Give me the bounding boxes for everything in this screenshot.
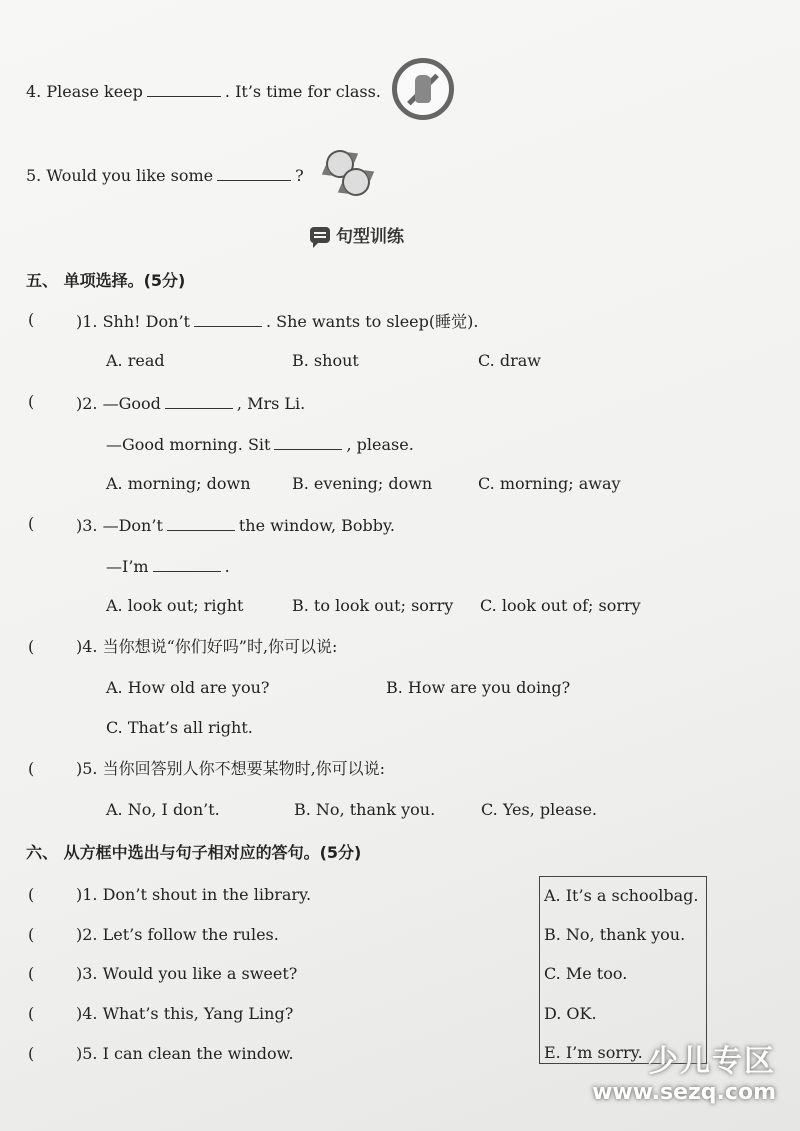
watermark bbox=[592, 1036, 776, 1105]
option-b[interactable]: B. to look out; sorry bbox=[292, 596, 454, 615]
option-a[interactable]: A. How old are you? bbox=[106, 678, 270, 697]
section-6-heading: 六、 从方框中选出与句子相对应的答句。(5分) bbox=[26, 843, 362, 862]
watermark-url: www.sezq.com bbox=[592, 1080, 776, 1105]
answer-paren[interactable]: ( bbox=[28, 514, 35, 533]
mc-question-2: )2. —Good , Mrs Li. bbox=[76, 394, 306, 413]
answer-blank[interactable] bbox=[217, 164, 291, 181]
option-c[interactable]: C. morning; away bbox=[478, 474, 621, 493]
section-5-heading: 五、 单项选择。(5分) bbox=[26, 271, 186, 290]
match-question-1: )1. Don’t shout in the library. bbox=[76, 885, 312, 904]
option-c[interactable]: C. look out of; sorry bbox=[480, 596, 641, 615]
option-a[interactable]: A. No, I don’t. bbox=[106, 800, 220, 819]
option-c[interactable]: C. That’s all right. bbox=[106, 718, 253, 737]
match-question-2: )2. Let’s follow the rules. bbox=[76, 925, 279, 944]
banner-label: 句型训练 bbox=[336, 227, 404, 247]
mc-question-3-line2: —I’m . bbox=[106, 557, 230, 576]
answer-a: A. It’s a schoolbag. bbox=[544, 886, 699, 905]
answer-paren[interactable]: ( bbox=[28, 759, 35, 778]
match-question-4: )4. What’s this, Yang Ling? bbox=[76, 1004, 294, 1023]
section-banner bbox=[310, 222, 404, 247]
mc-question-2-line2: —Good morning. Sit , please. bbox=[106, 435, 414, 454]
answer-paren[interactable]: ( bbox=[28, 637, 35, 656]
answer-blank bbox=[274, 433, 342, 450]
no-shouting-icon bbox=[392, 58, 454, 120]
answer-c: C. Me too. bbox=[544, 964, 628, 983]
question-5 bbox=[26, 164, 304, 186]
question-text: ? bbox=[295, 166, 304, 185]
option-c[interactable]: C. Yes, please. bbox=[481, 800, 597, 819]
mc-question-4: )4. 当你想说“你们好吗”时,你可以说: bbox=[76, 637, 338, 656]
mc-question-1: )1. Shh! Don’t . She wants to sleep(睡觉). bbox=[76, 312, 479, 331]
option-b[interactable]: B. How are you doing? bbox=[386, 678, 571, 697]
mc-question-3: )3. —Don’t the window, Bobby. bbox=[76, 516, 395, 535]
option-a[interactable]: A. read bbox=[106, 351, 165, 370]
question-text: Would you like some bbox=[46, 166, 214, 185]
answer-paren[interactable]: ( bbox=[28, 1004, 35, 1023]
match-question-3: )3. Would you like a sweet? bbox=[76, 964, 298, 983]
question-text: Please keep bbox=[46, 82, 143, 101]
option-a[interactable]: A. look out; right bbox=[106, 596, 244, 615]
answer-paren[interactable]: ( bbox=[28, 392, 35, 411]
watermark-cn: 少儿专区 bbox=[648, 1044, 776, 1079]
answer-blank bbox=[167, 514, 235, 531]
option-b[interactable]: B. No, thank you. bbox=[294, 800, 436, 819]
answer-paren[interactable]: ( bbox=[28, 964, 35, 983]
answer-blank bbox=[194, 310, 262, 327]
answer-blank[interactable] bbox=[147, 80, 221, 97]
answer-paren[interactable]: ( bbox=[28, 925, 35, 944]
mc-question-5: )5. 当你回答别人你不想要某物时,你可以说: bbox=[76, 759, 386, 778]
option-c[interactable]: C. draw bbox=[478, 351, 541, 370]
option-b[interactable]: B. shout bbox=[292, 351, 359, 370]
speech-bubble-icon bbox=[310, 227, 330, 243]
answer-paren[interactable]: ( bbox=[28, 885, 35, 904]
answer-d: D. OK. bbox=[544, 1004, 597, 1023]
question-number: 5. bbox=[26, 166, 47, 185]
question-4 bbox=[26, 80, 381, 102]
answer-blank bbox=[165, 392, 233, 409]
candy-icon bbox=[316, 148, 380, 196]
answer-paren[interactable]: ( bbox=[28, 1044, 35, 1063]
answer-b: B. No, thank you. bbox=[544, 925, 686, 944]
answer-e: E. I’m sorry. bbox=[544, 1043, 643, 1062]
option-b[interactable]: B. evening; down bbox=[292, 474, 433, 493]
question-number: 4. bbox=[26, 82, 47, 101]
answer-blank bbox=[153, 555, 221, 572]
match-question-5: )5. I can clean the window. bbox=[76, 1044, 294, 1063]
option-a[interactable]: A. morning; down bbox=[106, 474, 251, 493]
question-text: . It’s time for class. bbox=[224, 82, 381, 101]
answer-paren[interactable]: ( bbox=[28, 310, 35, 329]
